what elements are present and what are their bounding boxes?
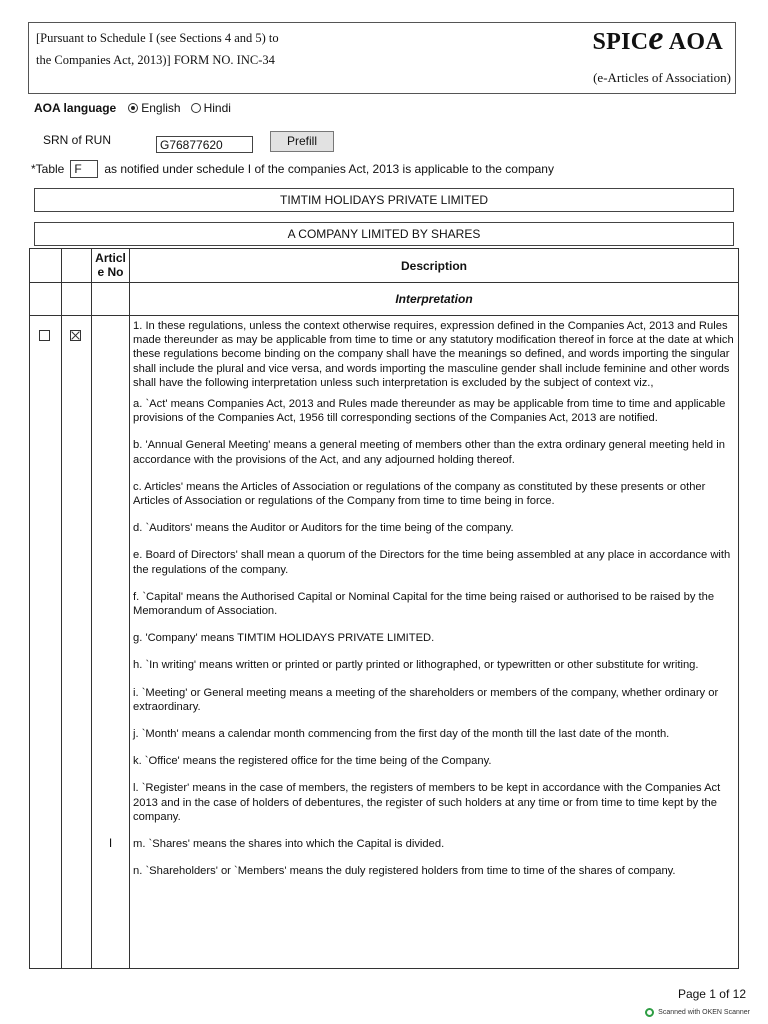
row-divider: [30, 282, 738, 283]
table-note: as notified under schedule I of the companies Act, 2013 is applicable to the company: [104, 162, 554, 176]
paragraph-j: j. `Month' means a calendar month commencing from the first day of the month till the last date of the month.: [133, 728, 670, 741]
paragraph-a: a. `Act' means Companies Act, 2013 and Rules made thereunder as may be applicable from time to time and applicable provisions of the Companies Act, 1956 till corresponding sections of the Companies Act, 2013 are notified.: [133, 398, 726, 425]
article-description: [133, 319, 735, 878]
paragraph-1: 1. In these regulations, unless the context otherwise requires, expression defined in the Companies Act, 2013 and Rules made thereunder as may be applicable from time to time or any statutory modification thereof in force at the date at which these regulations become binding on the company shall have the meanings so defined, and words importing the singular shall include the plural and vice versa, and words importing the masculine gender shall include feminine and other words shall have the following interpretation unless such interpretation is excluded by the subject of context viz.,: [133, 320, 734, 389]
row-checkbox[interactable]: [39, 330, 50, 341]
header-legal-reference: [36, 27, 366, 71]
paragraph-k: k. `Office' means the registered office for the time being of the Company.: [133, 755, 492, 768]
form-title: [592, 20, 723, 57]
column-header-article-no: Articl e No: [95, 251, 126, 279]
title-e: e: [648, 20, 664, 57]
scanner-watermark: [645, 1008, 750, 1017]
page-number: Page 1 of 12: [677, 987, 746, 1001]
radio-hindi[interactable]: [191, 101, 231, 115]
paragraph-h: h. `In writing' means written or printed or partly printed or lithographed, or typewritten or other substitute for writing.: [133, 659, 699, 672]
articles-table: [29, 248, 739, 969]
table-input[interactable]: F: [70, 160, 98, 178]
scanner-logo-icon: [645, 1008, 654, 1017]
section-heading: Interpretation: [395, 292, 473, 306]
paragraph-d: d. `Auditors' means the Auditor or Auditors for the time being of the company.: [133, 522, 514, 535]
column-header-description: Description: [400, 259, 467, 273]
form-header: [28, 22, 736, 94]
paragraph-i: i. `Meeting' or General meeting means a meeting of the shareholders or members of the company, whether ordinary or extraordinary.: [133, 686, 719, 713]
row-divider: [30, 315, 738, 316]
radio-english[interactable]: [128, 101, 180, 115]
title-prefix: SPIC: [592, 29, 649, 55]
company-type-field[interactable]: A COMPANY LIMITED BY SHARES: [34, 222, 734, 246]
article-number: I: [108, 836, 113, 850]
title-suffix: AOA: [663, 29, 723, 55]
row-checked-checkbox[interactable]: [70, 330, 81, 341]
paragraph-b: b. 'Annual General Meeting' means a general meeting of members other than the extra ordinary general meeting held in accordance with the provisions of the Act, and any adjourned holding thereof.: [133, 439, 725, 466]
prefill-button[interactable]: Prefill: [270, 131, 334, 152]
form-subtitle: (e-Articles of Association): [593, 70, 731, 85]
srn-input[interactable]: G76877620: [156, 136, 253, 153]
scanner-text: Scanned with OKEN Scanner: [658, 1009, 750, 1016]
paragraph-n: n. `Shareholders' or `Members' means the duly registered holders from time to time of the shares of company.: [133, 865, 676, 878]
radio-hindi-label: Hindi: [203, 101, 231, 115]
column-divider: [61, 249, 62, 968]
paragraph-f: f. `Capital' means the Authorised Capital or Nominal Capital for the time being raised or authorised to be raised by the Memorandum of Association.: [133, 590, 715, 618]
aoa-language-label: AOA language: [34, 101, 117, 115]
srn-label-text: SRN of: [43, 133, 86, 147]
srn-run-text: RUN: [85, 133, 112, 147]
column-divider: [129, 249, 130, 968]
srn-label: [43, 133, 111, 147]
paragraph-l: l. `Register' means in the case of members, the registers of members to be kept in accordance with the Companies Act 2013 and in the case of holders of debentures, the register of such holders at any time or from time to time kept by the company.: [133, 782, 721, 823]
table-applicable-row: [31, 160, 554, 178]
aoa-language-row: [34, 101, 241, 115]
column-divider: [91, 249, 92, 968]
radio-selected-icon[interactable]: [128, 103, 138, 113]
paragraph-m: m. `Shares' means the shares into which the Capital is divided.: [133, 838, 445, 851]
header-line-2: the Companies Act, 2013)] FORM NO. INC-34: [36, 53, 275, 67]
paragraph-c: c. Articles' means the Articles of Association or regulations of the company as constituted by these presents or other Articles of Association or regulations of the Company from time to time being in force.: [133, 480, 706, 508]
table-label: *Table: [31, 162, 65, 176]
paragraph-e: e. Board of Directors' shall mean a quorum of the Directors for the time being assembled at any place in accordance with the regulations of the company.: [133, 549, 731, 576]
radio-unselected-icon[interactable]: [191, 103, 201, 113]
header-line-1: [Pursuant to Schedule I (see Sections 4 and 5) to: [36, 31, 279, 45]
company-name-field[interactable]: TIMTIM HOLIDAYS PRIVATE LIMITED: [34, 188, 734, 212]
radio-english-label: English: [141, 101, 181, 115]
paragraph-g: g. 'Company' means TIMTIM HOLIDAYS PRIVATE LIMITED.: [133, 632, 435, 645]
